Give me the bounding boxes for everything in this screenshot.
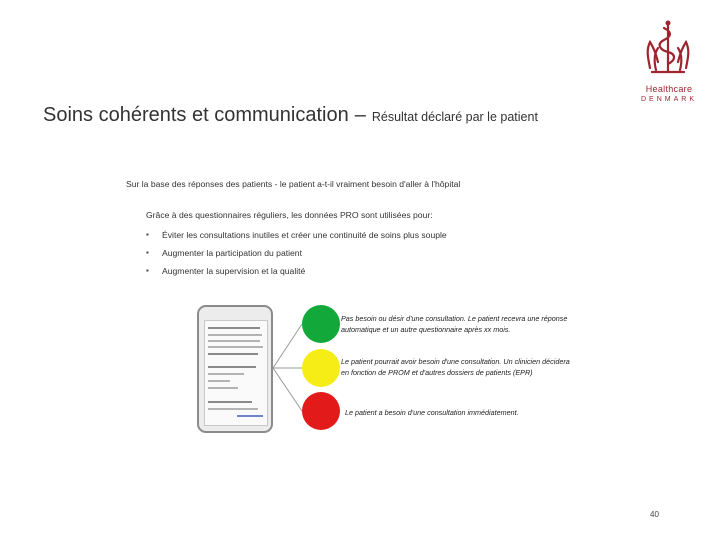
outcome-line: automatique et un autre questionnaire après xx mois. <box>341 325 511 334</box>
outcome-line: en fonction de PROM et d'autres dossiers de patients (EPR) <box>341 368 533 377</box>
list-item: ▪ Augmenter la supervision et la qualité <box>146 262 447 280</box>
list-item: ▪ Éviter les consultations inutiles et créer une continuité de soins plus souple <box>146 226 447 244</box>
title-subtitle: Résultat déclaré par le patient <box>371 110 538 124</box>
lead-text: Grâce à des questionnaires réguliers, les données PRO sont utilisées pour: <box>146 210 433 220</box>
logo-wordmark: Healthcare <box>645 84 693 94</box>
title-separator: – <box>354 104 366 126</box>
intro-text: Sur la base des réponses des patients - le patient a-t-il vraiment besoin d'aller à l'hôpital <box>126 179 461 189</box>
outcome-line: Pas besoin ou désir d'une consultation. Le patient recevra une réponse <box>341 314 568 323</box>
outcome-line: Le patient a besoin d'une consultation immédiatement. <box>345 408 519 417</box>
connector-red <box>273 368 302 411</box>
list-item: ▪ Augmenter la participation du patient <box>146 244 447 262</box>
status-light-red <box>302 392 340 430</box>
page-number: 40 <box>650 510 659 519</box>
title-main: Soins cohérents et communication <box>43 104 349 126</box>
status-light-green <box>302 305 340 343</box>
logo-country: DENMARK <box>640 96 697 103</box>
outcome-line: Le patient pourrait avoir besoin d'une consultation. Un clinicien décidera <box>341 357 570 366</box>
outcome-yellow-text <box>341 356 611 378</box>
connector-green <box>273 324 302 368</box>
outcome-red-text <box>345 407 615 418</box>
status-light-yellow <box>302 349 340 387</box>
outcome-green-text <box>341 313 611 335</box>
